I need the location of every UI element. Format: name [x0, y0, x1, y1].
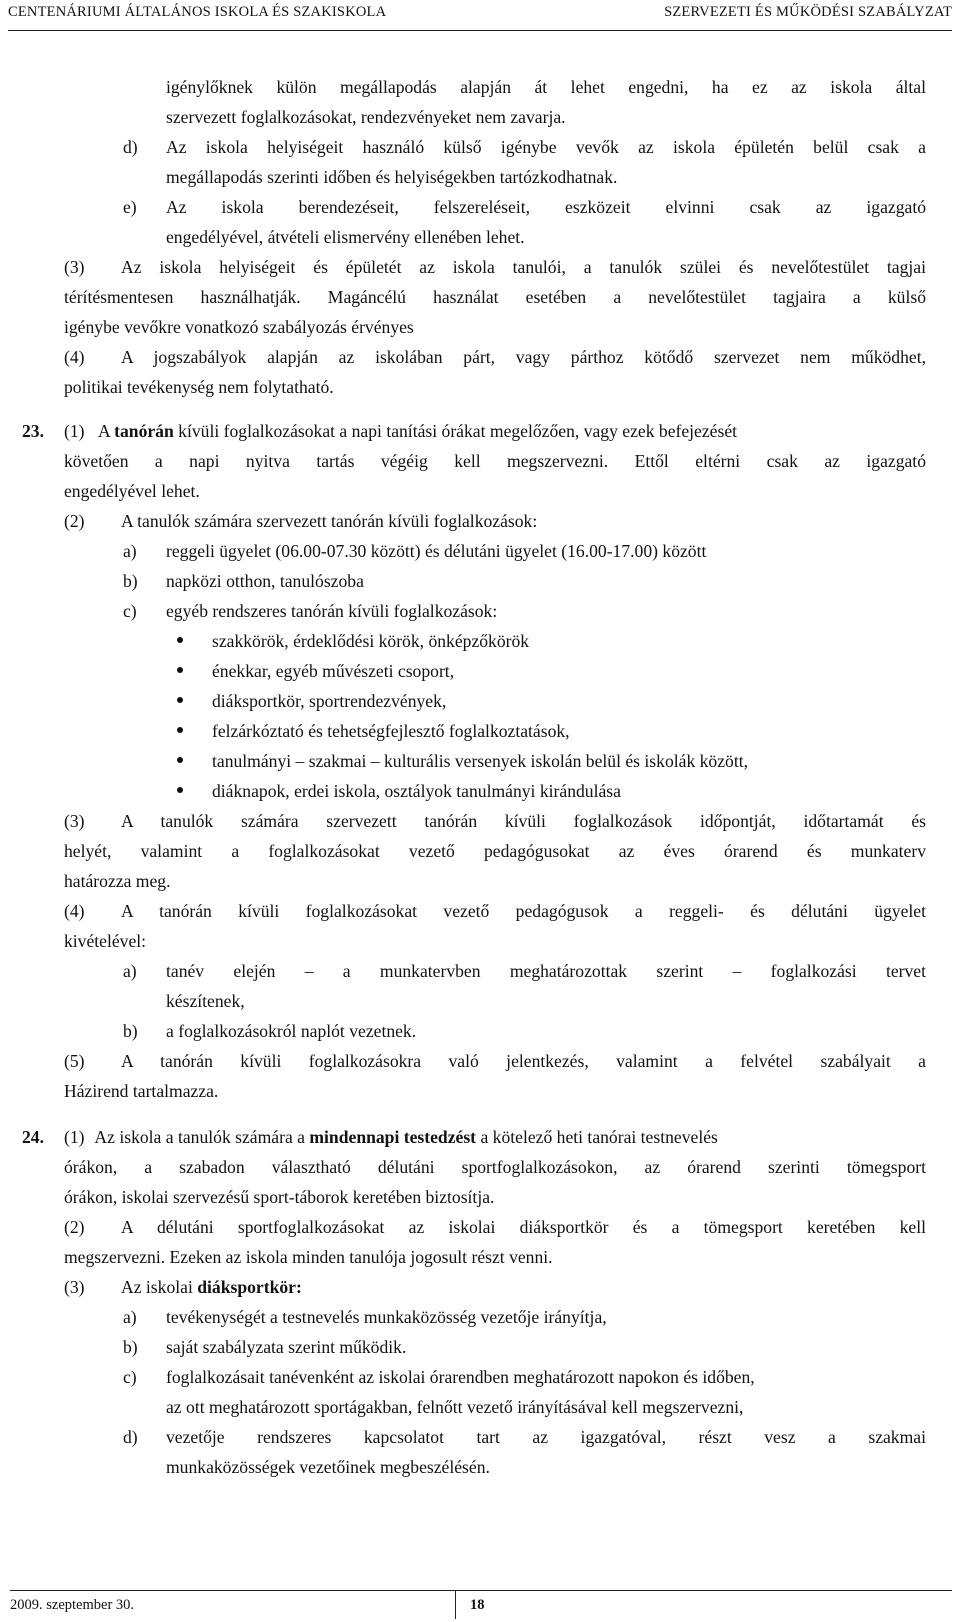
text-line: órákon, iskolai szervezésű sport-táborok keretében biztosítja. — [64, 1187, 495, 1207]
text-line: saját szabályzata szerint működik. — [166, 1337, 407, 1357]
text-line: vezetője rendszeres kapcsolatot tart az igazgatóval, részt vesz a szakmai — [166, 1427, 926, 1447]
bullet-item: diáksportkör, sportrendezvények, — [212, 691, 447, 711]
text-line: engedélyével, átvételi elismervény ellenében lehet. — [166, 227, 525, 247]
text-line: A tanórán kívüli foglalkozásokat vezető pedagógusok a reggeli- és délutáni ügyelet — [121, 901, 926, 921]
paragraph-number: (3) — [64, 257, 85, 277]
bold-term: diáksportkör: — [197, 1277, 302, 1297]
text-line: egyéb rendszeres tanórán kívüli foglalkozások: — [166, 601, 498, 621]
list-label: c) — [123, 601, 137, 621]
text-line: Az iskola helyiségeit és épületét az iskola tanulói, a tanulók szülei és nevelőtestület tagjai — [121, 257, 926, 277]
text-line: politikai tevékenység nem folytatható. — [64, 377, 334, 397]
text-line: követően a napi nyitva tartás végéig kell megszervezni. Ettől eltérni csak az igazgató — [64, 451, 926, 471]
bullet-marker — [177, 667, 183, 673]
paragraph-number: (5) — [64, 1051, 85, 1071]
text-line: Házirend tartalmazza. — [64, 1081, 219, 1101]
bullet-item: szakkörök, érdeklődési körök, önképzőkörök — [212, 631, 530, 651]
text-line: igénylőknek külön megállapodás alapján át lehet engedni, ha ez az iskola által — [166, 77, 926, 97]
text-line: reggeli ügyelet (06.00-07.30 között) és délutáni ügyelet (16.00-17.00) között — [166, 541, 707, 561]
footer-date: 2009. szeptember 30. — [10, 1597, 135, 1613]
text-line — [91, 1126, 926, 1148]
text-line — [98, 420, 926, 442]
bold-term: tanórán — [114, 421, 174, 441]
text-line — [121, 1276, 302, 1298]
list-label: c) — [123, 1367, 137, 1387]
paragraph-number: (3) — [64, 1277, 85, 1297]
text-line: Az iskola helyiségeit használó külső igénybe vevők az iskola épületén belül csak a — [166, 137, 926, 157]
bullet-item: diáknapok, erdei iskola, osztályok tanulmányi kirándulása — [212, 781, 621, 801]
list-label: b) — [123, 1021, 138, 1041]
text-line: szervezett foglalkozásokat, rendezvényeket nem zavarja. — [166, 107, 566, 127]
paragraph-number: (2) — [64, 511, 85, 531]
bullet-marker — [177, 637, 183, 643]
paragraph-number: (3) — [64, 811, 85, 831]
list-label: b) — [123, 1337, 138, 1357]
text-line: kivételével: — [64, 931, 147, 951]
bullet-item: felzárkóztató és tehetségfejlesztő foglalkoztatások, — [212, 721, 570, 741]
section-number: 24. — [22, 1127, 44, 1147]
text-line: A délutáni sportfoglalkozásokat az iskolai diáksportkör és a tömegsport keretében kell — [121, 1217, 926, 1237]
list-label: d) — [123, 137, 138, 157]
text-line: megállapodás szerinti időben és helyiségekben tartózkodhatnak. — [166, 167, 618, 187]
text-line: határozza meg. — [64, 871, 171, 891]
bullet-marker — [177, 727, 183, 733]
text-line: foglalkozásait tanévenként az iskolai órarendben meghatározott napokon és időben, — [166, 1367, 755, 1387]
header-document-title: SZERVEZETI ÉS MŰKÖDÉSI SZABÁLYZAT — [664, 4, 952, 20]
footer-divider — [455, 1591, 456, 1619]
bullet-item: énekkar, egyéb művészeti csoport, — [212, 661, 455, 681]
bold-term: mindennapi testedzést — [309, 1127, 477, 1147]
text-line: tanév elején – a munkatervben meghatározottak szerint – foglalkozási tervet — [166, 961, 926, 981]
text-line: A jogszabályok alapján az iskolában párt, vagy párthoz kötődő szervezet nem működhet, — [121, 347, 926, 367]
list-label: a) — [123, 1307, 137, 1327]
text-span: Az iskola a tanulók számára a — [91, 1127, 310, 1147]
paragraph-number: (1) — [64, 421, 85, 441]
text-line: megszervezni. Ezeken az iskola minden tanulója jogosult részt venni. — [64, 1247, 553, 1267]
bullet-marker — [177, 757, 183, 763]
text-span: Az iskolai — [121, 1277, 198, 1297]
text-span: a kötelező heti tanórai testnevelés — [476, 1127, 718, 1147]
text-line: tevékenységét a testnevelés munkaközösség vezetője irányítja, — [166, 1307, 607, 1327]
text-line: az ott meghatározott sportágakban, felnőtt vezető irányításával kell megszervezni, — [166, 1397, 744, 1417]
text-line: helyét, valamint a foglalkozásokat vezető pedagógusokat az éves órarend és munkaterv — [64, 841, 926, 861]
list-label: a) — [123, 541, 137, 561]
paragraph-number: (4) — [64, 347, 85, 367]
text-line: munkaközösségek vezetőinek megbeszélésén. — [166, 1457, 490, 1477]
list-label: a) — [123, 961, 137, 981]
text-line: igénybe vevőkre vonatkozó szabályozás érvényes — [64, 317, 414, 337]
text-line: napközi otthon, tanulószoba — [166, 571, 364, 591]
text-line: A tanórán kívüli foglalkozásokra való jelentkezés, valamint a felvétel szabályait a — [121, 1051, 926, 1071]
list-label: b) — [123, 571, 138, 591]
text-span: A — [98, 421, 115, 441]
text-line: A tanulók számára szervezett tanórán kívüli foglalkozások időpontját, időtartamát és — [121, 811, 926, 831]
paragraph-number: (4) — [64, 901, 85, 921]
list-label: d) — [123, 1427, 138, 1447]
text-line: A tanulók számára szervezett tanórán kívüli foglalkozások: — [121, 511, 538, 531]
header-school-name: CENTENÁRIUMI ÁLTALÁNOS ISKOLA ÉS SZAKISKOLA — [8, 4, 387, 20]
bullet-item: tanulmányi – szakmai – kulturális versenyek iskolán belül és iskolák között, — [212, 751, 749, 771]
text-line: Az iskola berendezéseit, felszereléseit, eszközeit elvinni csak az igazgató — [166, 197, 926, 217]
list-label: e) — [123, 197, 137, 217]
section-number: 23. — [22, 421, 44, 441]
paragraph-number: (2) — [64, 1217, 85, 1237]
paragraph-number: (1) — [64, 1127, 85, 1147]
text-span: kívüli foglalkozásokat a napi tanítási órákat megelőzően, vagy ezek befejezését — [173, 421, 738, 441]
page-header — [8, 4, 952, 31]
text-line: engedélyével lehet. — [64, 481, 200, 501]
bullet-marker — [177, 697, 183, 703]
text-line: készítenek, — [166, 991, 245, 1011]
text-line: a foglalkozásokról naplót vezetnek. — [166, 1021, 417, 1041]
page-number: 18 — [470, 1597, 485, 1613]
page-footer — [10, 1590, 952, 1621]
text-line: órákon, a szabadon választható délutáni sportfoglalkozásokon, az órarend szerinti tömegsport — [64, 1157, 926, 1177]
text-line: térítésmentesen használhatják. Magáncélú használat esetében a nevelőtestület tagjaira a külső — [64, 287, 926, 307]
bullet-marker — [177, 787, 183, 793]
